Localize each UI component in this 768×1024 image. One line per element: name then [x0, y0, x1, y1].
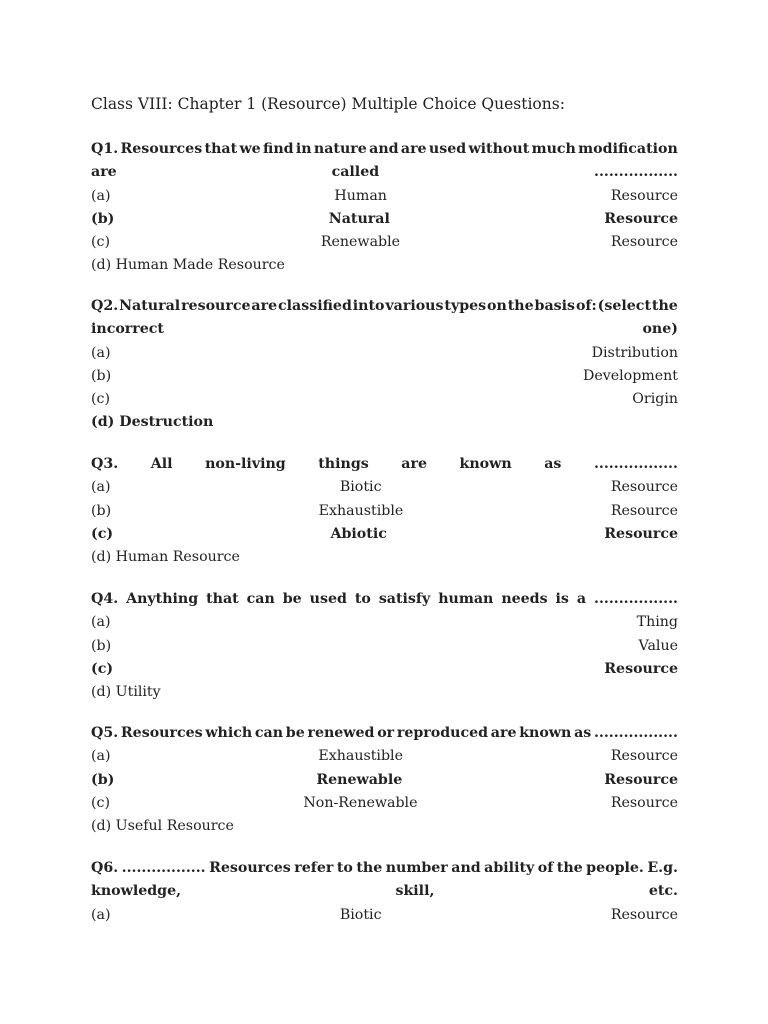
word: (a) — [91, 479, 111, 496]
answer-option — [91, 635, 678, 658]
word: Resources — [120, 725, 203, 741]
answer-option — [91, 681, 678, 704]
answer-option — [91, 476, 678, 499]
word: are — [91, 164, 117, 181]
word: Resource — [610, 906, 678, 923]
question-q3 — [91, 453, 678, 569]
word: renewed — [307, 725, 375, 741]
word: basis — [534, 298, 576, 314]
word: the — [356, 860, 383, 876]
word: satisfy — [378, 591, 431, 607]
word: Anything — [126, 591, 199, 607]
word: Exhaustible — [318, 502, 404, 519]
word: be — [285, 725, 305, 741]
word: can — [254, 725, 284, 741]
word: (a) — [91, 344, 111, 361]
word: Renewable — [316, 771, 403, 788]
answer-option-correct — [91, 411, 678, 434]
word: Resource — [604, 771, 678, 788]
word: Q1. — [91, 141, 119, 157]
word: of: — [575, 298, 597, 314]
word: or — [377, 725, 395, 741]
word: (d) Destruction — [91, 414, 214, 431]
question-stem-line — [91, 880, 678, 903]
word: find — [263, 141, 294, 157]
word: Q4. — [91, 591, 119, 607]
word: into — [352, 298, 385, 314]
question-q1 — [91, 138, 678, 278]
question-stem-line — [91, 138, 678, 161]
word: (d) Human Made Resource — [91, 257, 285, 274]
word: (a) — [91, 614, 111, 631]
word: of — [537, 860, 554, 876]
word: Biotic — [339, 479, 382, 496]
word: various — [385, 298, 444, 314]
answer-option — [91, 815, 678, 838]
word: Resources — [209, 860, 291, 876]
answer-option — [91, 342, 678, 365]
word: refer — [294, 860, 334, 876]
question-q6 — [91, 857, 678, 927]
word: knowledge, — [91, 883, 182, 900]
word: used — [309, 591, 347, 607]
question-stem-line — [91, 857, 678, 880]
word: are — [401, 456, 427, 472]
word: Resource — [610, 187, 678, 204]
word: to — [336, 860, 353, 876]
word: nature — [313, 141, 367, 157]
word: Development — [582, 367, 678, 384]
word: ................. — [121, 860, 206, 876]
word: to — [354, 591, 371, 607]
page-title: Class VIII: Chapter 1 (Resource) Multiple Choice Questions: — [91, 95, 565, 113]
answer-option — [91, 546, 678, 569]
answer-option — [91, 388, 678, 411]
answer-option-correct — [91, 769, 678, 792]
word: etc. — [648, 883, 678, 900]
question-q4 — [91, 588, 678, 704]
question-q5 — [91, 722, 678, 838]
word: (c) — [91, 660, 114, 677]
answer-option — [91, 254, 678, 277]
answer-option — [91, 904, 678, 927]
answer-option — [91, 611, 678, 634]
word: one) — [642, 321, 678, 338]
word: that — [206, 591, 239, 607]
word: Natural — [328, 210, 390, 227]
word: we — [239, 141, 261, 157]
word: Abiotic — [330, 525, 387, 542]
answer-option — [91, 185, 678, 208]
word: are — [490, 725, 517, 741]
answer-option-correct — [91, 658, 678, 681]
word: as — [574, 725, 592, 741]
word: Origin — [632, 391, 678, 408]
word: which — [205, 725, 253, 741]
answer-option-correct — [91, 523, 678, 546]
word: reproduced — [396, 725, 489, 741]
word: Resource — [610, 748, 678, 765]
word: things — [318, 456, 369, 472]
word: Resources — [120, 141, 203, 157]
word: resource — [181, 298, 251, 314]
word: can — [246, 591, 275, 607]
word: is — [555, 591, 569, 607]
word: All — [150, 456, 173, 472]
word: called — [331, 164, 380, 181]
word: ................. — [594, 164, 678, 181]
word: ................. — [594, 591, 678, 607]
word: (a) — [91, 906, 111, 923]
word: (c) — [91, 234, 111, 251]
word: that — [204, 141, 238, 157]
word: Non-Renewable — [303, 794, 418, 811]
word: (c) — [91, 391, 111, 408]
word: Exhaustible — [318, 748, 403, 765]
word: Q3. — [91, 456, 119, 472]
question-stem-line — [91, 318, 678, 341]
word: and — [451, 860, 481, 876]
word: (b) — [91, 502, 112, 519]
word: (select — [597, 298, 651, 314]
answer-option — [91, 231, 678, 254]
word: (c) — [91, 525, 114, 542]
word: (b) — [91, 367, 112, 384]
word: Biotic — [339, 906, 382, 923]
word: human — [438, 591, 494, 607]
answer-option — [91, 365, 678, 388]
word: the — [651, 298, 678, 314]
word: non-living — [205, 456, 286, 472]
word: modification — [578, 141, 678, 157]
word: in — [295, 141, 312, 157]
word: E.g. — [647, 860, 678, 876]
word: be — [282, 591, 302, 607]
word: (c) — [91, 794, 111, 811]
question-stem-line — [91, 588, 678, 611]
word: a — [576, 591, 587, 607]
question-stem-line — [91, 295, 678, 318]
word: Resource — [610, 234, 678, 251]
question-stem-line — [91, 722, 678, 745]
word: are — [251, 298, 278, 314]
word: Value — [638, 637, 678, 654]
word: Thing — [636, 614, 678, 631]
word: (d) Utility — [91, 684, 161, 701]
word: skill, — [395, 883, 435, 900]
word: are — [400, 141, 427, 157]
answer-option — [91, 792, 678, 815]
word: and — [369, 141, 399, 157]
word: (b) — [91, 771, 115, 788]
word: incorrect — [91, 321, 164, 338]
word: classified — [278, 298, 352, 314]
word: the — [507, 298, 534, 314]
word: known — [459, 456, 512, 472]
word: (b) — [91, 637, 112, 654]
word: number — [385, 860, 448, 876]
word: people. — [586, 860, 644, 876]
answer-option — [91, 745, 678, 768]
word: Resource — [610, 479, 678, 496]
word: known — [519, 725, 572, 741]
word: Q2. — [91, 298, 119, 314]
question-stem-line — [91, 161, 678, 184]
word: used — [428, 141, 467, 157]
word: (b) — [91, 210, 115, 227]
question-q2 — [91, 295, 678, 435]
word: (a) — [91, 187, 111, 204]
word: Resource — [604, 525, 678, 542]
word: ................. — [593, 725, 678, 741]
word: the — [556, 860, 583, 876]
answer-option — [91, 500, 678, 523]
word: as — [544, 456, 562, 472]
word: on — [487, 298, 507, 314]
word: (a) — [91, 748, 111, 765]
word: (d) Useful Resource — [91, 818, 234, 835]
word: Human — [334, 187, 387, 204]
answer-option-correct — [91, 208, 678, 231]
word: Resource — [610, 794, 678, 811]
word: Resource — [604, 660, 678, 677]
word: types — [444, 298, 487, 314]
word: Distribution — [591, 344, 678, 361]
word: (d) Human Resource — [91, 549, 240, 566]
word: Q6. — [91, 860, 119, 876]
word: Q5. — [91, 725, 119, 741]
word: Renewable — [320, 234, 401, 251]
word: without — [468, 141, 530, 157]
question-stem-line — [91, 453, 678, 476]
word: Natural — [119, 298, 181, 314]
word: ability — [484, 860, 535, 876]
word: ................. — [593, 456, 678, 472]
word: Resource — [610, 502, 678, 519]
word: needs — [501, 591, 548, 607]
word: much — [531, 141, 576, 157]
word: Resource — [604, 210, 678, 227]
